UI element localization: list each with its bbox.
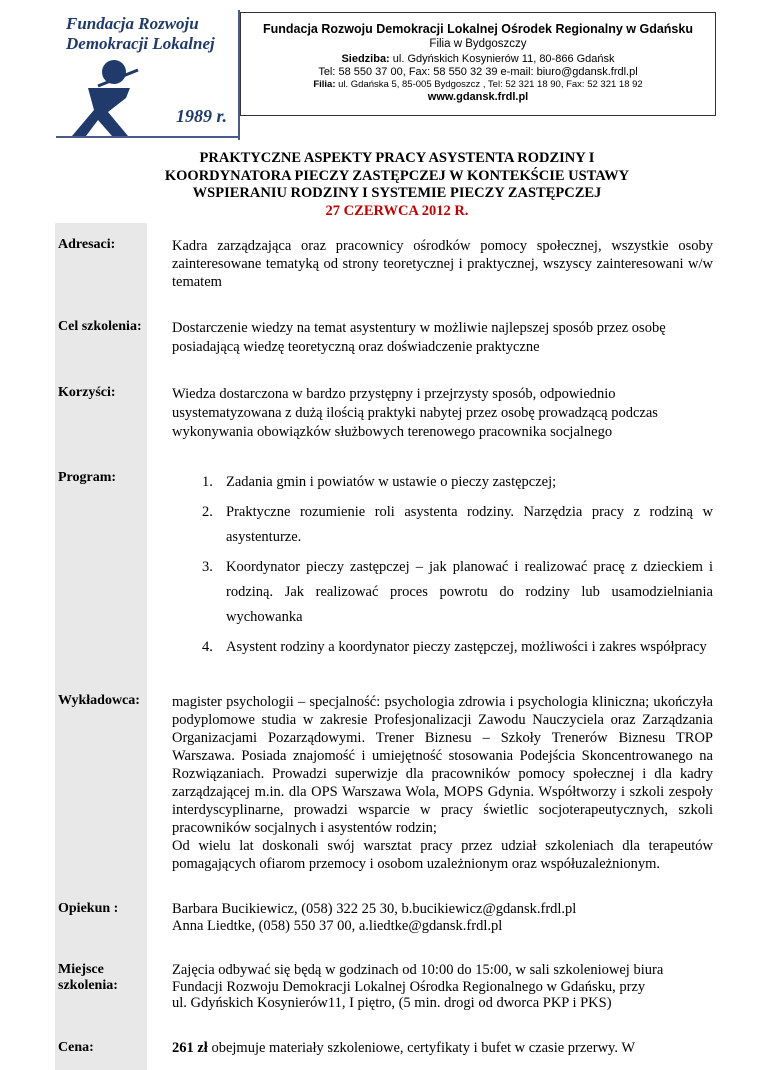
value-cel: Dostarczenie wiedzy na temat asystentury w możliwie najlepszej sposób przez osobę posiadającą wiedzę teoretyczną oraz doświadczenie praktyczne (172, 305, 713, 371)
header-contact-box (240, 12, 716, 116)
row-cel (55, 305, 713, 371)
row-wykladowca (55, 679, 713, 887)
branch-name: Filia w Bydgoszczy (241, 38, 715, 50)
program-item: 4. Asystent rodziny a koordynator pieczy zastępczej, możliwości i zakres współpracy (172, 635, 713, 660)
org-name: Fundacja Rozwoju Demokracji Lokalnej Ośrodek Regionalny w Gdańsku (241, 22, 715, 36)
label-opiekun: Opiekun : (55, 887, 147, 948)
program-item: 2. Praktyczne rozumienie roli asystenta rodziny. Narzędzia pracy z rodziną w asystenturze. (172, 500, 713, 550)
title-line1: PRAKTYCZNE ASPEKTY PRACY ASYSTENTA RODZINY I (110, 150, 684, 168)
value-opiekun (172, 887, 713, 948)
row-miejsce (55, 948, 713, 1026)
seat-address: Siedziba: ul. Gdyńskich Kosynierów 11, 80-866 Gdańsk (241, 53, 715, 65)
value-korzysci: Wiedza dostarczona w bardzo przystępny i przejrzysty sposób, odpowiednio usystematyzowana z dużą ilością praktyki nabytej przez osobę prowadzącą podczas wykonywania obowiązków służbowych terenowego pracownika socjalnego (172, 371, 713, 456)
label-program: Program: (55, 456, 147, 679)
value-cena: 261 zł obejmuje materiały szkoleniowe, certyfikaty i bufet w czasie przerwy. W (172, 1026, 713, 1070)
value-adresaci: Kadra zarządzająca oraz pracownicy ośrodków pomocy społecznej, wszystkie osoby zainteresowane tematyką od strony teoretycznej i praktycznej, wszyscy zainteresowani w/w tematem (172, 223, 713, 305)
training-details-table (55, 223, 713, 1070)
logo-line1: Fundacja Rozwoju (66, 14, 199, 34)
title-line3: WSPIERANIU RODZINY I SYSTEMIE PIECZY ZASTĘPCZEJ (110, 185, 684, 203)
branch-address: Filia: ul. Gdańska 5, 85-005 Bydgoszcz , Tel: 52 321 18 90, Fax: 52 321 18 92 (241, 79, 715, 90)
price: 261 zł (172, 1040, 208, 1056)
header-divider-horizontal (56, 136, 240, 138)
label-adresaci: Adresaci: (55, 223, 147, 305)
label-miejsce: Miejsce szkolenia: (55, 948, 147, 1026)
label-wykladowca: Wykładowca: (55, 679, 147, 887)
program-list (172, 470, 713, 660)
program-item: 1. Zadania gmin i powiatów w ustawie o pieczy zastępczej; (172, 470, 713, 495)
value-miejsce: Zajęcia odbywać się będą w godzinach od 10:00 do 15:00, w sali szkoleniowej biura Fundacji Rozwoju Demokracji Lokalnej Ośrodka Regionalnego w Gdańsku, przy ul. Gdyńskich Kosynierów11, I piętro, (5 min. drogi od dworca PKP i PKS) (172, 948, 713, 1026)
row-program (55, 456, 713, 679)
label-cel: Cel szkolenia: (55, 305, 147, 371)
row-cena (55, 1026, 713, 1070)
title-line2: KOORDYNATORA PIECZY ZASTĘPCZEJ W KONTEKŚCIE USTAWY (110, 168, 684, 186)
foundation-logo (56, 14, 236, 134)
row-opiekun (55, 887, 713, 948)
contact-person-1: Barbara Bucikiewicz, (058) 322 25 30, b.bucikiewicz@gdansk.frdl.pl (172, 901, 713, 918)
label-korzysci: Korzyści: (55, 371, 147, 456)
logo-year: 1989 r. (176, 106, 227, 127)
logo-line2: Demokracji Lokalnej (66, 34, 215, 54)
row-korzysci (55, 371, 713, 456)
contact-person-2: Anna Liedtke, (058) 550 37 00, a.liedtke@gdansk.frdl.pl (172, 918, 713, 935)
contact-line: Tel: 58 550 37 00, Fax: 58 550 32 39 e-mail: biuro@gdansk.frdl.pl (241, 66, 715, 78)
website: www.gdansk.frdl.pl (241, 91, 715, 103)
label-cena: Cena: (55, 1026, 147, 1070)
value-wykladowca: magister psychologii – specjalność: psychologia zdrowia i psychologia kliniczna; ukończyła podyplomowe studia w zakresie Profesjonalizacji Zawodu Nauczyciela oraz Zarządzania Organizacjami Pozarządowymi. Trener Biznesu – Szkoły Trenerów Biznesu TROP Warszawa. Posiada znajomość i umiejętność stosowania Podejścia Skoncentrowanego na Rozwiązaniach. Prowadzi superwizje dla pracowników pomocy społecznej i dla kadry zarządzającej m.in. dla OPS Warszawa Wola, MOPS Gdynia. Współtworzy i szkoli zespoły interdyscyplinarne, prowadzi wsparcie w pracy świetlic socjoterapeutycznych, szkoli pracowników socjalnych i asystentów rodzin; Od wielu lat doskonali swój warsztat pracy przez udział szkoleniach dla terapeutów pomagających ofiarom przemocy i osobom uzależnionym oraz współuzależnionym. (172, 679, 713, 887)
document-title (110, 150, 684, 220)
title-date: 27 CZERWCA 2012 R. (110, 203, 684, 221)
program-item: 3. Koordynator pieczy zastępczej – jak planować i realizować pracę z dzieckiem i rodziną. Jak realizować proces powrotu do rodziny lub usamodzielniania wychowanka (172, 555, 713, 630)
figure-icon (68, 58, 178, 138)
row-adresaci (55, 223, 713, 305)
value-program (172, 456, 713, 679)
